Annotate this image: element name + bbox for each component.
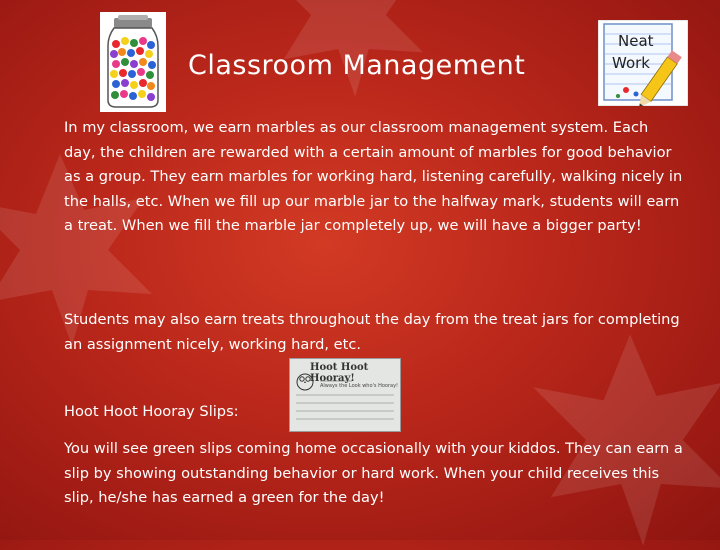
treat-jars-paragraph: Students may also earn treats throughout the day from the treat jars for completing an assignment nicely, working hard, etc.	[64, 311, 680, 353]
neat-text: Neat	[618, 32, 654, 50]
neat-work-pencil-icon	[598, 20, 688, 106]
hoot-slips-heading: Hoot Hoot Hooray Slips:	[64, 403, 239, 420]
page-title: Classroom Management	[188, 50, 526, 81]
work-text: Work	[612, 54, 650, 72]
slip-subtitle: Always the Look who's Hooray!	[320, 383, 399, 389]
marble-system-paragraph: In my classroom, we earn marbles as our classroom management system. Each day, the children are rewarded with a certain amount of marbles for good behavior as a group. They earn marbles for working hard, listening carefully, walking nicely in the halls, etc. When we fill up our marble jar to the halfway mark, students will earn a treat. When we fill the marble jar completely up, we will have a bigger party!	[64, 119, 683, 234]
green-slips-paragraph: You will see green slips coming home occasionally with your kiddos. They can earn a slip by showing outstanding behavior or hard work. When your child receives this slip, he/she has earned a green for the day!	[64, 440, 683, 506]
marble-jar-icon	[100, 12, 166, 112]
slip-title: Hoot Hoot Hooray!	[310, 362, 369, 384]
